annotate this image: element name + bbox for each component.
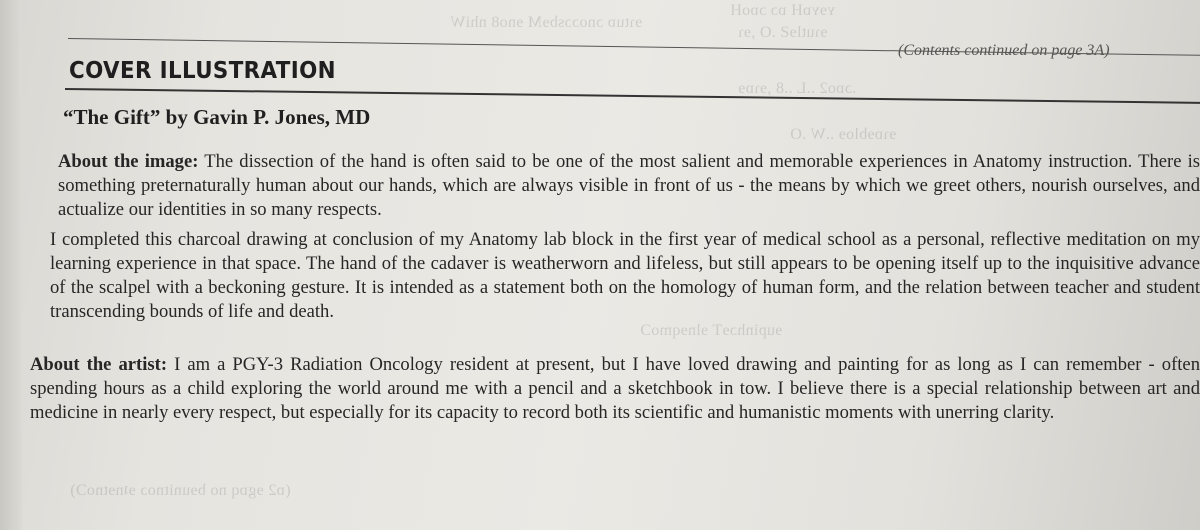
about-artist-text: I am a PGY-3 Radiation Oncology resident at present, but I have loved drawing and painting for as long as I can remember - often spending hours as a child exploring the world around me with a pencil and a sketchbook in tow. I believe there is a special relationship between art and medicine in nearly every respect, but especially for its capacity to record both its scientific and humanistic moments with unerring clarity.: [30, 354, 1200, 423]
show-through-text: ʏɘʏɒH ɒɔ ɔɒoH: [730, 2, 836, 19]
artist-statement-paragraph: I completed this charcoal drawing at conclusion of my Anatomy lab block in the first year of medical school as a personal, reflective meditation on my learning experience in that space. The hand of the cadaver is weatherworn and lifeless, but still appears to be opening itself up to the inquisitive advance of the scalpel with a beckoning gesture. It is intended as a statement both on the homology of human form, and the relation between teacher and student transcending bounds of life and death.: [50, 229, 1200, 322]
about-image-text: The dissection of the hand is often said to be one of the most salient and memorable experiences in Anatomy instruction. There is something preternaturally human about our hands, which are always visible in front of us - the means by which we greet others, nourish ourselves, and actualize our identities in so many respects.: [58, 151, 1200, 220]
show-through-text: ɘɿɒɘbloɘ ..W .O: [790, 126, 897, 143]
show-through-text: ɘupinhɔɘT ɘlnɘqmoƆ: [640, 322, 783, 339]
about-image-paragraph: [58, 150, 1200, 222]
about-artist-paragraph: [30, 353, 1200, 425]
about-artist-label: About the artist:: [30, 354, 168, 375]
article-title: “The Gift” by Gavin P. Jones, MD: [63, 105, 371, 129]
contents-continued-note: (Contents continued on page 3A): [898, 42, 1110, 59]
show-through-text: ɘɿutlɘƧ .O ,ɘɿ: [738, 24, 828, 41]
heading-rule: [65, 88, 1200, 104]
section-heading: COVER ILLUSTRATION: [69, 58, 336, 84]
show-through-text: (ɒ2 ɘgɒq no bɘunitnoɔ ɘʇnɘtnoƆ): [70, 482, 291, 499]
show-through-text: .ɔɒo2 ..L ..8 ,ɘɿɒɘ: [738, 80, 857, 97]
about-image-label: About the image:: [58, 151, 199, 172]
page-gutter: [0, 0, 22, 530]
show-through-text: ɘɿtuɒ ɔnoɔɔsbɘM ɘno8 nhiW: [450, 14, 643, 31]
